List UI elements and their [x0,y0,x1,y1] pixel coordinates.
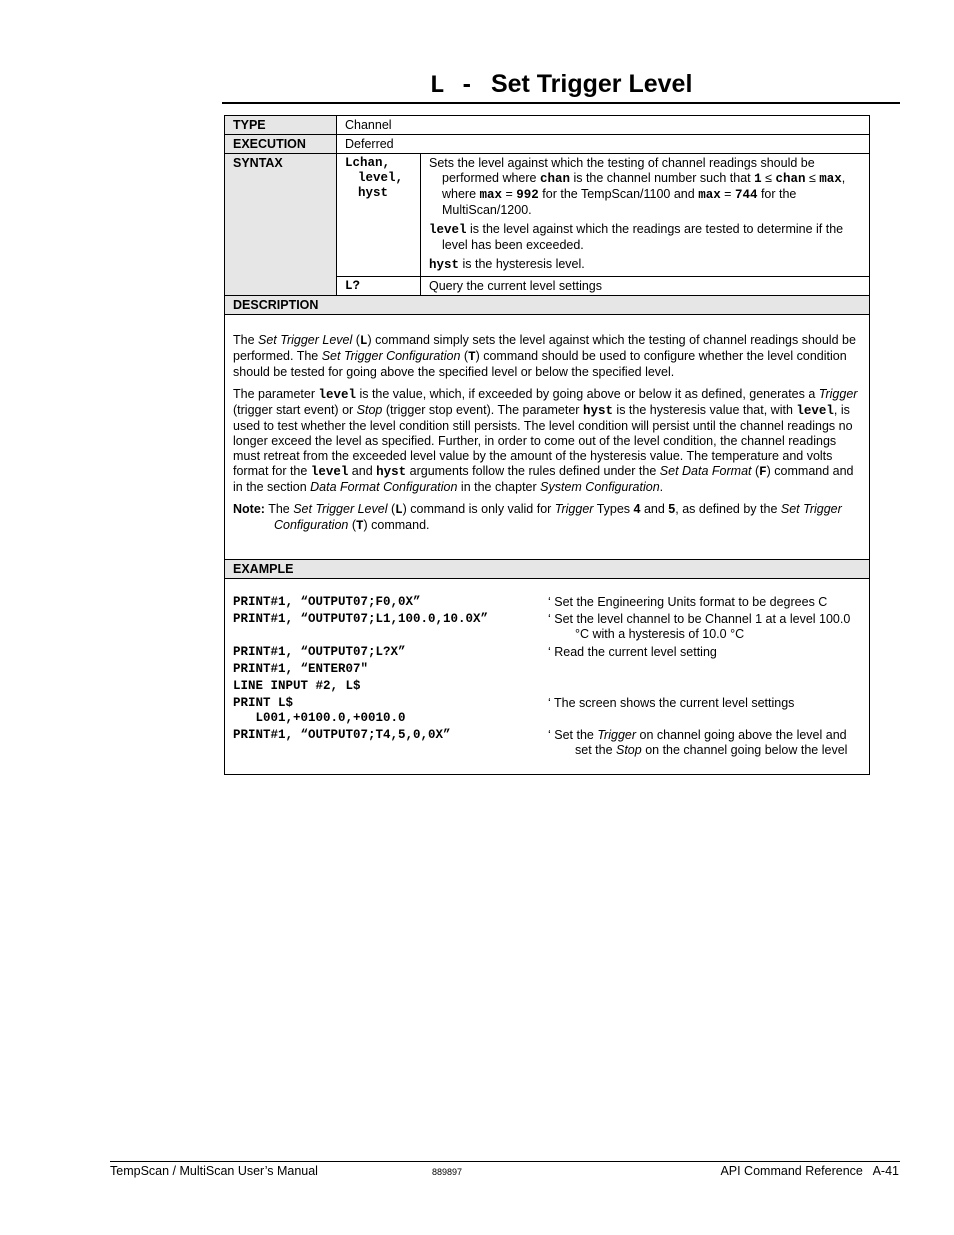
syntax-code-1 [337,154,421,277]
description-para: The Set Trigger Level (L) command simply sets the level against which the testing of channel readings should be performed. The Set Trigger Configuration (T) command should be used to configure whether the level condition should be tested for going above the specified level or below the specified level. [233,333,856,379]
syntax-desc-para: Sets the level against which the testing of channel readings should be performed where chan is the channel number such that 1 ≤ chan ≤ max, where max = 992 for the TempScan/1100 and max = 744 for the MultiScan/1200. [429,156,846,217]
command-spec-table [224,115,870,775]
example-comment: ‘ Set the Trigger on channel going above the level and set the Stop on the channel going below the level [548,728,848,757]
syntax-code-2: L? [337,277,421,296]
example-code: PRINT L$ [233,696,294,710]
example-comment: ‘ Set the Engineering Units format to be degrees C [548,595,828,609]
syntax-code-line: level, [358,171,404,185]
syntax-description-2: Query the current level settings [421,277,870,296]
description-body [225,315,870,560]
syntax-label: SYNTAX [225,154,337,296]
execution-label: EXECUTION [225,135,337,154]
example-code: PRINT#1, “OUTPUT07;F0,0X” [233,595,421,609]
example-line [233,612,861,642]
example-code: PRINT#1, “OUTPUT07;L?X” [233,645,406,659]
syntax-desc-para: level is the level against which the readings are tested to determine if the level has been exceeded. [429,222,844,252]
syntax-desc-para: hyst is the hysteresis level. [429,257,585,272]
page-title [222,67,900,103]
example-line [233,662,861,677]
example-label: EXAMPLE [225,560,870,579]
example-line [233,645,861,660]
example-comment: ‘ Set the level channel to be Channel 1 at a level 100.0 °C with a hysteresis of 10.0 °C [548,612,851,641]
example-line [233,595,861,610]
description-note: Note: The Set Trigger Level (L) command is only valid for Trigger Types 4 and 5, as defined by the Set Trigger Configuration (T) command. [233,502,842,533]
example-comment: ‘ Read the current level setting [548,645,717,659]
description-row [225,315,870,560]
syntax-description-1 [421,154,870,277]
footer-doc-number: 889897 [432,1167,463,1177]
syntax-row-1 [225,154,870,277]
example-line [233,711,861,726]
example-code: LINE INPUT #2, L$ [233,679,361,693]
example-code: PRINT#1, “OUTPUT07;L1,100.0,10.0X” [233,612,489,626]
type-label: TYPE [225,116,337,135]
example-line [233,728,861,758]
example-code: PRINT#1, “ENTER07" [233,662,369,676]
title-command: L [429,71,445,100]
title-separator: - [462,70,471,98]
type-row [225,116,870,135]
footer-rule [110,1161,900,1162]
description-header-row [225,296,870,315]
example-comment: ‘ The screen shows the current level settings [548,696,795,710]
description-label: DESCRIPTION [225,296,870,315]
type-value: Channel [337,116,870,135]
example-row [225,579,870,775]
example-code: L001,+0100.0,+0010.0 [233,711,406,725]
title-text: Set Trigger Level [490,70,693,98]
title-rule [222,102,900,104]
execution-value: Deferred [337,135,870,154]
execution-row [225,135,870,154]
example-code: PRINT#1, “OUTPUT07;T4,5,0,0X” [233,728,451,742]
footer-page-ref: API Command Reference A-41 [720,1164,899,1178]
example-line [233,696,861,711]
footer-manual-title: TempScan / MultiScan User’s Manual [110,1164,318,1178]
syntax-code-line: Lchan, [345,156,391,170]
example-header-row [225,560,870,579]
example-line [233,679,861,694]
example-body [225,579,870,775]
description-para: The parameter level is the value, which, if exceeded by going above or below it as defined, generates a Trigger (trigger start event) or Stop (trigger stop event). The parameter hyst is the hysteresis value that, with level, is used to test whether the level condition still persists. The level condition will persist until the channel readings no longer exceed the level as specified. Further, in order to come out of the level condition, the channel readings must retreat from the exceeded level value by the amount of the hysteresis value. The temperature and volts format for the level and hyst arguments follow the rules defined under the Set Data Format (F) command and in the section Data Format Configuration in the chapter System Configuration. [233,387,858,494]
syntax-code-line: hyst [358,186,389,200]
